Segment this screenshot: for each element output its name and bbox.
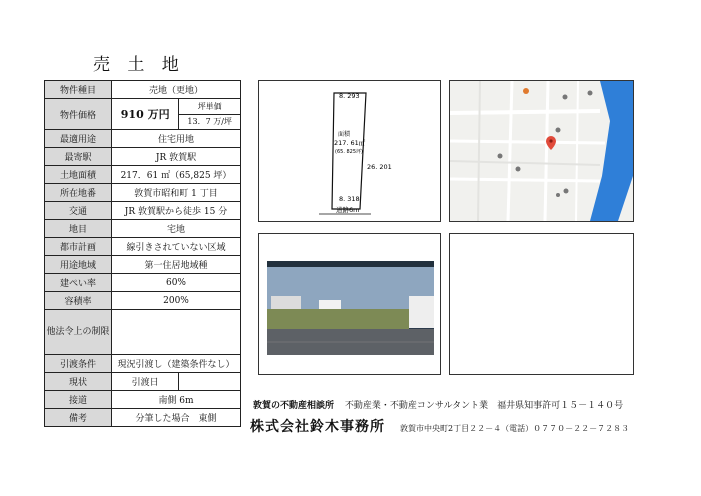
map-image	[450, 81, 633, 221]
row-value: 217．61 ㎡（65,825 坪）	[112, 166, 241, 184]
grass-field	[267, 309, 409, 329]
row-label: 所在地番	[45, 184, 112, 202]
company-address: 敦賀市中央町2丁目２２－４（電話）０７７０－２２－７２８３	[400, 424, 630, 433]
tsubo-price-label: 坪単価	[179, 99, 241, 115]
row-value: 現況引渡し（建築条件なし）	[112, 355, 241, 373]
row-value: 第一住居地域種	[112, 256, 241, 274]
row-label: 都市計画	[45, 238, 112, 256]
table-row	[45, 184, 241, 202]
poi-icon	[563, 95, 568, 100]
area-value: 217. 61㎡	[334, 139, 366, 147]
top-width-label: 8. 293	[339, 92, 360, 100]
table-row	[45, 81, 241, 99]
row-label: 最適用途	[45, 130, 112, 148]
poi-icon	[523, 88, 529, 94]
table-row	[45, 166, 241, 184]
row-label: 引渡条件	[45, 355, 112, 373]
table-row	[45, 238, 241, 256]
row-label: 地目	[45, 220, 112, 238]
table-row	[45, 391, 241, 409]
plot-diagram	[259, 81, 440, 221]
land-plan	[258, 80, 441, 222]
consult-label: 敦賀の不動産相談所	[253, 401, 335, 411]
row-value: 線引きされていない区域	[112, 238, 241, 256]
row-value: JR 敦賀駅	[112, 148, 241, 166]
house	[271, 296, 301, 310]
empty-panel	[449, 233, 634, 375]
table-row	[45, 256, 241, 274]
table-row	[45, 355, 241, 373]
street-view-image	[259, 234, 440, 374]
row-value: 引渡日	[112, 373, 179, 391]
warehouse	[409, 296, 434, 328]
row-label: 最寄駅	[45, 148, 112, 166]
row-value: 売地（更地）	[112, 81, 241, 99]
row-value: 宅地	[112, 220, 241, 238]
road-label: 道路6m	[336, 206, 360, 214]
table-row	[45, 130, 241, 148]
table-row	[45, 373, 241, 391]
poi-icon	[588, 91, 593, 96]
row-value: 200%	[112, 292, 241, 310]
footer-line	[253, 398, 623, 411]
table-row	[45, 292, 241, 310]
row-label: 物件価格	[45, 99, 112, 130]
page-title: 売 土 地	[93, 55, 185, 75]
area-label: 面積	[338, 131, 351, 138]
tsubo-price-value: 13．7 万/坪	[179, 114, 241, 130]
table-row	[45, 220, 241, 238]
site-photo	[258, 233, 441, 375]
table-row	[45, 409, 241, 427]
row-value: JR 敦賀駅から徒歩 15 分	[112, 202, 241, 220]
property-spec-table	[44, 80, 241, 427]
row-label: 備考	[45, 409, 112, 427]
poi-icon	[498, 154, 503, 159]
business-license: 不動産業・不動産コンサルタント業 福井県知事許可１５－１４０号	[344, 401, 624, 411]
row-label: 容積率	[45, 292, 112, 310]
row-value: 住宅用地	[112, 130, 241, 148]
table-row	[45, 148, 241, 166]
row-label: 物件種目	[45, 81, 112, 99]
table-row	[45, 99, 241, 115]
row-label: 他法令上の制限	[45, 310, 112, 355]
table-row	[45, 274, 241, 292]
row-label: 交通	[45, 202, 112, 220]
row-label: 用途地域	[45, 256, 112, 274]
row-value	[112, 310, 241, 355]
table-row	[45, 310, 241, 355]
poi-icon	[556, 128, 561, 133]
row-label: 接道	[45, 391, 112, 409]
area-tsubo: (65. 825坪)	[335, 149, 363, 155]
poi-icon	[564, 189, 569, 194]
poi-icon	[556, 193, 560, 197]
table-row	[45, 202, 241, 220]
row-value: 南側 6m	[112, 391, 241, 409]
row-value: 60%	[112, 274, 241, 292]
company-name: 株式会社鈴木事務所	[250, 419, 385, 435]
location-map	[449, 80, 634, 222]
row-value: 敦賀市昭和町 1 丁目	[112, 184, 241, 202]
bottom-width-label: 8. 318	[339, 195, 360, 203]
row-label: 建ぺい率	[45, 274, 112, 292]
price-value: 910 万円	[112, 99, 179, 130]
row-label: 現状	[45, 373, 112, 391]
side-length-label: 26. 201	[367, 163, 392, 171]
row-label: 土地面積	[45, 166, 112, 184]
row-value: 分筆した場合 東側	[112, 409, 241, 427]
poi-icon	[516, 167, 521, 172]
